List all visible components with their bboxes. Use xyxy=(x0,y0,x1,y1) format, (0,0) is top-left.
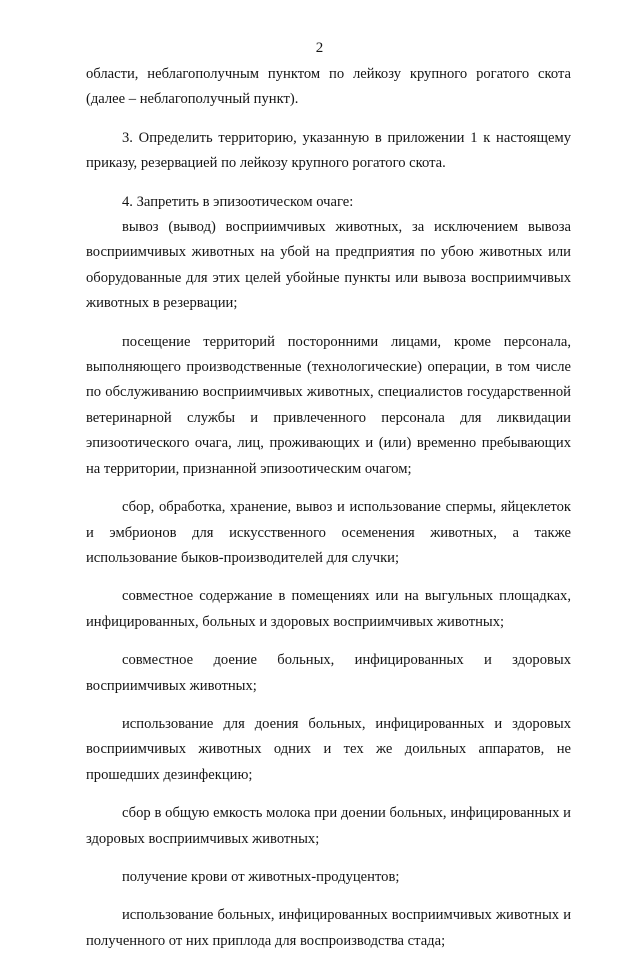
page-number: 2 xyxy=(315,40,324,56)
prohibition-removal: вывоз (вывод) восприимчивых животных, за исключением вывоза восприимчивых животных на убой на предприятия по убою животных или оборудованные для этих целей убойные пункты или вывоза восприимчивых животных в резервации; xyxy=(86,219,571,312)
prohibition-milking-machines: использование для доения больных, инфицированных и здоровых восприимчивых животных одних и тех же доильных аппаратов, не прошедших дезинфекцию; xyxy=(86,715,571,783)
prohibition-milk-collection: сбор в общую емкость молока при доении больных, инфицированных и здоровых восприимчивых животных; xyxy=(86,805,571,847)
paragraph-item-3: 3. Определить территорию, указанную в приложении 1 к настоящему приказу, резервацией по лейкозу крупного рогатого скота. xyxy=(86,129,571,172)
prohibition-visits: посещение территорий посторонними лицами, кроме персонала, выполняющего производственные (технологические) операции, в том числе по обслуживанию восприимчивых животных, специалистов государственной ветеринарной службы и привлеченного персонала для ликвидации эпизоотического очага, лиц, проживающих и (или) временно пребывающих на территории, признанной эпизоотическим очагом; xyxy=(86,333,571,477)
document-body xyxy=(86,62,571,954)
prohibition-reproduction: использование больных, инфицированных восприимчивых животных и полученного от них приплода для воспроизводства стада; xyxy=(86,907,571,949)
prohibition-semen: сбор, обработка, хранение, вывоз и использование спермы, яйцеклеток и эмбрионов для искусственного осеменения животных, а также использование быков-производителей для случки; xyxy=(86,499,571,566)
prohibition-joint-keeping: совместное содержание в помещениях или на выгульных площадках, инфицированных, больных и здоровых восприимчивых животных; xyxy=(86,588,571,630)
paragraph-item-4: 4. Запретить в эпизоотическом очаге: xyxy=(122,193,354,210)
prohibition-blood: получение крови от животных-продуцентов; xyxy=(122,868,400,885)
paragraph-continuation: области, неблагополучным пунктом по лейкозу крупного рогатого скота (далее – неблагополучный пункт). xyxy=(86,66,571,108)
prohibition-joint-milking: совместное доение больных, инфицированных и здоровых восприимчивых животных; xyxy=(86,652,571,694)
